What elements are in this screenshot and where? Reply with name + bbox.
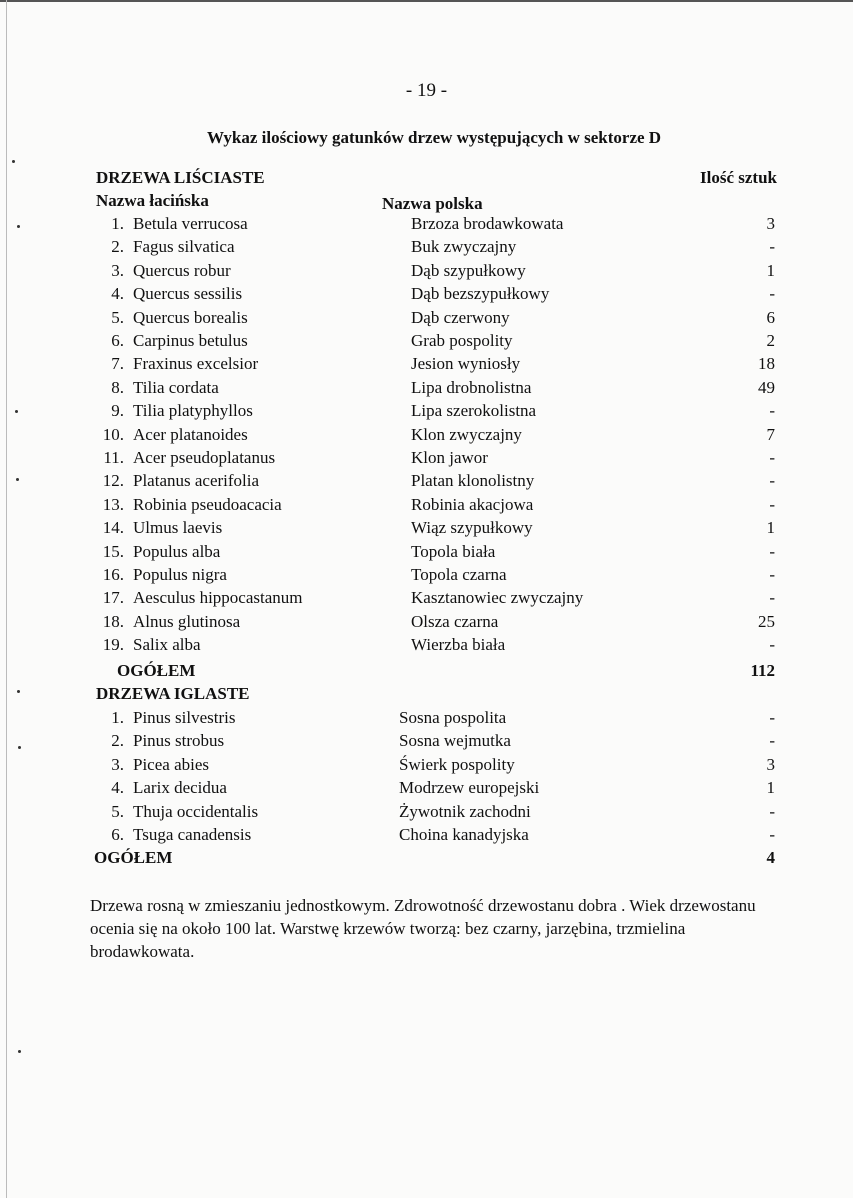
table-row bbox=[0, 214, 853, 237]
latin-name-cell: Aesculus hippocastanum bbox=[133, 588, 303, 608]
deciduous-total-value: 112 bbox=[750, 661, 775, 680]
coniferous-total-value: 4 bbox=[766, 848, 775, 867]
deciduous-total-label: OGÓŁEM bbox=[117, 661, 196, 680]
row-number: 18. bbox=[102, 611, 124, 631]
row-number: 9. bbox=[111, 401, 124, 421]
quantity-cell: - bbox=[769, 565, 775, 584]
scan-speck bbox=[17, 690, 20, 693]
quantity-cell: 1 bbox=[766, 260, 775, 280]
stand-description-note: Drzewa rosną w zmieszaniu jednostkowym. Zdrowotność drzewostanu dobra . Wiek drzewostanu ocenia się na około 100 lat. Warstwę krzewów tworzą: bez czarny, jarzębina, trzmielina brodawkowata. bbox=[90, 896, 756, 961]
table-row bbox=[0, 755, 853, 778]
polish-name-cell: Modrzew europejski bbox=[399, 778, 540, 798]
quantity-cell: 2 bbox=[766, 331, 775, 350]
scan-speck bbox=[12, 160, 15, 163]
row-number: 17. bbox=[102, 588, 124, 608]
row-number: 15. bbox=[102, 541, 124, 561]
row-number: 1. bbox=[111, 214, 124, 233]
latin-name-cell: Populus nigra bbox=[133, 565, 227, 584]
polish-name-cell: Kasztanowiec zwyczajny bbox=[411, 588, 584, 608]
latin-name-cell: Tsuga canadensis bbox=[133, 825, 252, 844]
table-row bbox=[0, 802, 853, 825]
polish-name-cell: Robinia akacjowa bbox=[411, 494, 534, 514]
polish-name-cell: Lipa szerokolistna bbox=[411, 401, 537, 421]
quantity-cell: 3 bbox=[766, 214, 775, 233]
latin-name-cell: Tilia cordata bbox=[133, 377, 219, 397]
scan-speck bbox=[18, 746, 21, 749]
row-number: 2. bbox=[111, 237, 124, 257]
row-number: 6. bbox=[111, 825, 124, 844]
document-title: Wykaz ilościowy gatunków drzew występujących w sektorze D bbox=[207, 128, 662, 147]
row-number: 3. bbox=[111, 754, 124, 774]
table-row bbox=[0, 448, 853, 471]
latin-name-cell: Thuja occidentalis bbox=[133, 801, 259, 821]
row-number: 16. bbox=[102, 565, 124, 584]
polish-name-cell: Lipa drobnolistna bbox=[411, 377, 532, 397]
table-row bbox=[0, 378, 853, 401]
table-row bbox=[0, 308, 853, 331]
quantity-cell: - bbox=[769, 825, 775, 844]
row-number: 6. bbox=[111, 331, 124, 350]
latin-name-cell: Robinia pseudoacacia bbox=[133, 494, 282, 514]
table-row bbox=[0, 495, 853, 518]
row-number: 8. bbox=[111, 377, 124, 397]
polish-name-cell: Buk zwyczajny bbox=[411, 237, 517, 257]
latin-name-cell: Platanus acerifolia bbox=[133, 471, 260, 491]
polish-name-cell: Platan klonolistny bbox=[411, 471, 535, 491]
polish-name-cell: Klon zwyczajny bbox=[411, 424, 522, 444]
polish-name-cell: Żywotnik zachodni bbox=[399, 801, 531, 821]
row-number: 19. bbox=[102, 635, 124, 655]
quantity-cell: - bbox=[769, 731, 775, 751]
latin-name-cell: Quercus sessilis bbox=[133, 284, 243, 304]
polish-name-cell: Olsza czarna bbox=[411, 611, 499, 631]
scan-speck bbox=[17, 225, 20, 228]
row-number: 4. bbox=[111, 778, 124, 798]
row-number: 2. bbox=[111, 731, 124, 751]
latin-name-cell: Carpinus betulus bbox=[133, 331, 248, 350]
quantity-cell: - bbox=[769, 588, 775, 608]
latin-name-cell: Quercus borealis bbox=[133, 307, 248, 327]
latin-name-cell: Quercus robur bbox=[133, 260, 231, 280]
latin-name-cell: Larix decidua bbox=[133, 778, 227, 798]
polish-name-column-header: Nazwa polska bbox=[382, 194, 483, 213]
table-row bbox=[0, 471, 853, 494]
polish-name-cell: Sosna pospolita bbox=[399, 708, 507, 727]
row-number: 10. bbox=[102, 424, 124, 444]
quantity-cell: 7 bbox=[766, 424, 775, 444]
latin-name-cell: Pinus strobus bbox=[133, 731, 225, 751]
polish-name-cell: Grab pospolity bbox=[411, 331, 513, 350]
quantity-cell: - bbox=[769, 471, 775, 491]
row-number: 13. bbox=[102, 494, 124, 514]
polish-name-cell: Dąb szypułkowy bbox=[411, 260, 526, 280]
table-row bbox=[0, 518, 853, 541]
polish-name-cell: Wiąz szypułkowy bbox=[411, 518, 533, 538]
quantity-cell: - bbox=[769, 448, 775, 467]
row-number: 5. bbox=[111, 801, 124, 821]
polish-name-cell: Jesion wyniosły bbox=[411, 354, 521, 374]
row-number: 1. bbox=[111, 708, 124, 727]
scan-top-edge bbox=[0, 0, 853, 2]
polish-name-cell: Topola czarna bbox=[411, 565, 507, 584]
polish-name-cell: Sosna wejmutka bbox=[399, 731, 511, 751]
quantity-cell: 1 bbox=[766, 778, 775, 798]
scan-speck bbox=[15, 410, 18, 413]
deciduous-section-label: DRZEWA LIŚCIASTE bbox=[96, 168, 265, 187]
row-number: 11. bbox=[103, 448, 124, 467]
page-number: - 19 - bbox=[405, 80, 448, 101]
scan-speck bbox=[18, 1050, 21, 1053]
table-row bbox=[0, 331, 853, 354]
table-row bbox=[0, 237, 853, 260]
quantity-cell: 25 bbox=[758, 611, 775, 631]
polish-name-cell: Świerk pospolity bbox=[399, 754, 515, 774]
quantity-cell: - bbox=[769, 237, 775, 257]
table-row bbox=[0, 542, 853, 565]
latin-name-cell: Fagus silvatica bbox=[133, 237, 235, 257]
table-row bbox=[0, 261, 853, 284]
latin-name-column-header: Nazwa łacińska bbox=[96, 191, 209, 210]
row-number: 5. bbox=[111, 307, 124, 327]
row-number: 3. bbox=[111, 260, 124, 280]
polish-name-cell: Klon jawor bbox=[411, 448, 488, 467]
row-number: 12. bbox=[102, 471, 124, 491]
table-row bbox=[0, 708, 853, 731]
latin-name-cell: Pinus silvestris bbox=[133, 708, 236, 727]
polish-name-cell: Dąb bezszypułkowy bbox=[411, 284, 550, 304]
coniferous-total-label: OGÓŁEM bbox=[94, 848, 173, 867]
scan-speck bbox=[16, 478, 19, 481]
row-number: 4. bbox=[111, 284, 124, 304]
latin-name-cell: Alnus glutinosa bbox=[133, 611, 241, 631]
quantity-cell: 49 bbox=[758, 377, 775, 397]
latin-name-cell: Tilia platyphyllos bbox=[133, 401, 253, 421]
latin-name-cell: Fraxinus excelsior bbox=[133, 354, 259, 374]
polish-name-cell: Brzoza brodawkowata bbox=[411, 214, 564, 233]
quantity-column-header: Ilość sztuk bbox=[700, 168, 777, 187]
quantity-cell: 1 bbox=[766, 518, 775, 538]
table-row bbox=[0, 588, 853, 611]
latin-name-cell: Acer platanoides bbox=[133, 424, 248, 444]
latin-name-cell: Picea abies bbox=[133, 754, 209, 774]
latin-name-cell: Acer pseudoplatanus bbox=[133, 448, 276, 467]
quantity-cell: 18 bbox=[758, 354, 775, 374]
table-row bbox=[0, 731, 853, 754]
quantity-cell: - bbox=[769, 635, 775, 655]
table-row bbox=[0, 612, 853, 635]
quantity-cell: - bbox=[769, 494, 775, 514]
quantity-cell: - bbox=[769, 708, 775, 727]
polish-name-cell: Topola biała bbox=[411, 541, 496, 561]
table-row bbox=[0, 284, 853, 307]
latin-name-cell: Betula verrucosa bbox=[133, 214, 248, 233]
latin-name-cell: Populus alba bbox=[133, 541, 221, 561]
row-number: 14. bbox=[102, 518, 124, 538]
table-row bbox=[0, 425, 853, 448]
polish-name-cell: Choina kanadyjska bbox=[399, 825, 529, 844]
quantity-cell: - bbox=[769, 284, 775, 304]
table-row bbox=[0, 401, 853, 424]
table-row bbox=[0, 825, 853, 848]
table-row bbox=[0, 778, 853, 801]
polish-name-cell: Wierzba biała bbox=[411, 635, 506, 655]
table-row bbox=[0, 635, 853, 658]
row-number: 7. bbox=[111, 354, 124, 374]
latin-name-cell: Salix alba bbox=[133, 635, 201, 655]
latin-name-cell: Ulmus laevis bbox=[133, 518, 223, 538]
coniferous-section-label: DRZEWA IGLASTE bbox=[96, 684, 250, 703]
quantity-cell: - bbox=[769, 401, 775, 421]
table-row bbox=[0, 565, 853, 588]
polish-name-cell: Dąb czerwony bbox=[411, 307, 510, 327]
quantity-cell: 6 bbox=[766, 307, 775, 327]
quantity-cell: - bbox=[769, 541, 775, 561]
quantity-cell: 3 bbox=[766, 754, 775, 774]
table-row bbox=[0, 354, 853, 377]
quantity-cell: - bbox=[769, 801, 775, 821]
